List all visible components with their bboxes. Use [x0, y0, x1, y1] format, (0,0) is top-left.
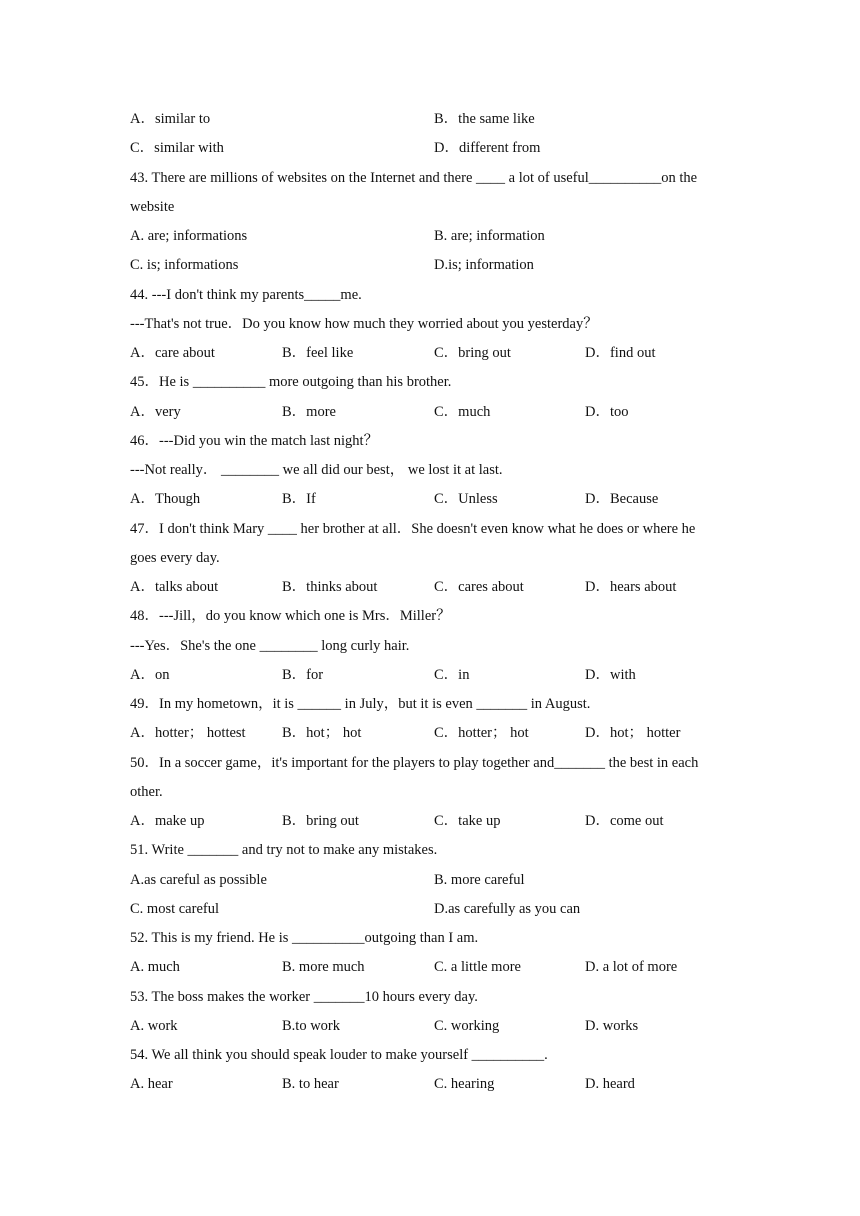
answer-option-b: B．bring out [282, 813, 359, 829]
answer-option-b: B. more much [282, 959, 365, 976]
answer-option-b: D.as carefully as you can [434, 900, 581, 917]
answer-option-a: C. is; informations [130, 257, 239, 274]
answer-option-b: B．the same like [434, 111, 535, 127]
answer-option-c: C．take up [434, 813, 501, 829]
question-text-line: 50．In a soccer game，it's important for the players to play together and_______ the best in each [130, 754, 699, 771]
answer-option-c: C. hearing [434, 1076, 495, 1093]
answer-option-d: D．come out [585, 813, 664, 829]
answer-option-a: A.as careful as possible [130, 871, 267, 888]
answer-option-a: A．care about [130, 345, 215, 361]
answer-option-b: B. to hear [282, 1076, 339, 1093]
question-text-line: website [130, 198, 175, 215]
answer-option-b: B．more [282, 403, 336, 420]
question-text-line: ---Yes．She's the one ________ long curly hair. [130, 637, 410, 654]
answer-option-a: A．very [130, 403, 181, 420]
question-text-line: 52. This is my friend. He is __________outgoing than I am. [130, 930, 479, 946]
question-text-line: other. [130, 783, 163, 800]
question-text-line: 45．He is __________ more outgoing than his brother. [130, 374, 452, 391]
answer-option-a: A．talks about [130, 579, 219, 595]
question-text-line: 51. Write _______ and try not to make any mistakes. [130, 842, 438, 859]
answer-option-a: A. much [130, 959, 180, 976]
answer-option-d: D．hears about [585, 579, 677, 595]
question-text-line: 49．In my hometown，it is ______ in July，but it is even _______ in August. [130, 696, 591, 712]
answer-option-b: B．If [282, 491, 316, 508]
answer-option-d: D．too [585, 403, 629, 420]
answer-option-c: C．much [434, 403, 491, 420]
question-text-line: 47．I don't think Mary ____ her brother at all．She doesn't even know what he does or where he [130, 520, 696, 537]
answer-option-c: C．in [434, 666, 470, 683]
answer-option-a: C. most careful [130, 900, 219, 917]
answer-option-d: D．hot； hotter [585, 725, 681, 742]
question-text-line: 43. There are millions of websites on the Internet and there ____ a lot of useful__________on the [130, 169, 698, 186]
answer-option-b: B．hot； hot [282, 725, 362, 742]
question-text-line: ---Not really． ________ we all did our best， we lost it at last. [130, 462, 503, 478]
question-text-line: 54. We all think you should speak louder to make yourself __________. [130, 1047, 548, 1063]
answer-option-c: C. working [434, 1017, 500, 1034]
answer-option-b: D.is; information [434, 257, 534, 274]
question-text-line: 48．---Jill，do you know which one is Mrs．Miller？ [130, 608, 451, 625]
answer-option-b: D．different from [434, 140, 541, 157]
answer-option-a: A．similar to [130, 111, 211, 127]
answer-option-a: A. hear [130, 1076, 173, 1093]
answer-option-a: A．hotter； hottest [130, 725, 246, 742]
answer-option-b: B．thinks about [282, 579, 378, 595]
answer-option-d: D．with [585, 666, 636, 683]
answer-option-b: B．for [282, 666, 324, 683]
answer-option-a: A. are; informations [130, 228, 248, 244]
answer-option-a: A．make up [130, 813, 205, 829]
answer-option-b: B．feel like [282, 345, 354, 361]
answer-option-c: C．cares about [434, 579, 524, 595]
answer-option-d: D. works [585, 1017, 639, 1034]
question-text-line: goes every day. [130, 549, 220, 566]
answer-option-c: C．bring out [434, 345, 511, 361]
answer-option-d: D．Because [585, 491, 659, 508]
answer-option-b: B. more careful [434, 871, 525, 888]
answer-option-d: D. heard [585, 1076, 635, 1093]
answer-option-a: A．on [130, 666, 170, 683]
answer-option-d: D. a lot of more [585, 959, 678, 976]
question-text-line: 44. ---I don't think my parents_____me. [130, 286, 362, 303]
question-text-line: ---That's not true．Do you know how much they worried about you yesterday？ [130, 315, 598, 332]
answer-option-c: C．hotter； hot [434, 725, 529, 742]
answer-option-a: C．similar with [130, 140, 224, 157]
answer-option-b: B.to work [282, 1017, 340, 1034]
answer-option-a: A. work [130, 1017, 178, 1034]
answer-option-b: B. are; information [434, 228, 545, 244]
answer-option-a: A．Though [130, 491, 201, 508]
question-text-line: 46．---Did you win the match last night？ [130, 432, 379, 449]
question-text-line: 53. The boss makes the worker _______10 hours every day. [130, 988, 478, 1005]
answer-option-d: D．find out [585, 345, 656, 361]
answer-option-c: C．Unless [434, 491, 498, 508]
answer-option-c: C. a little more [434, 959, 521, 976]
